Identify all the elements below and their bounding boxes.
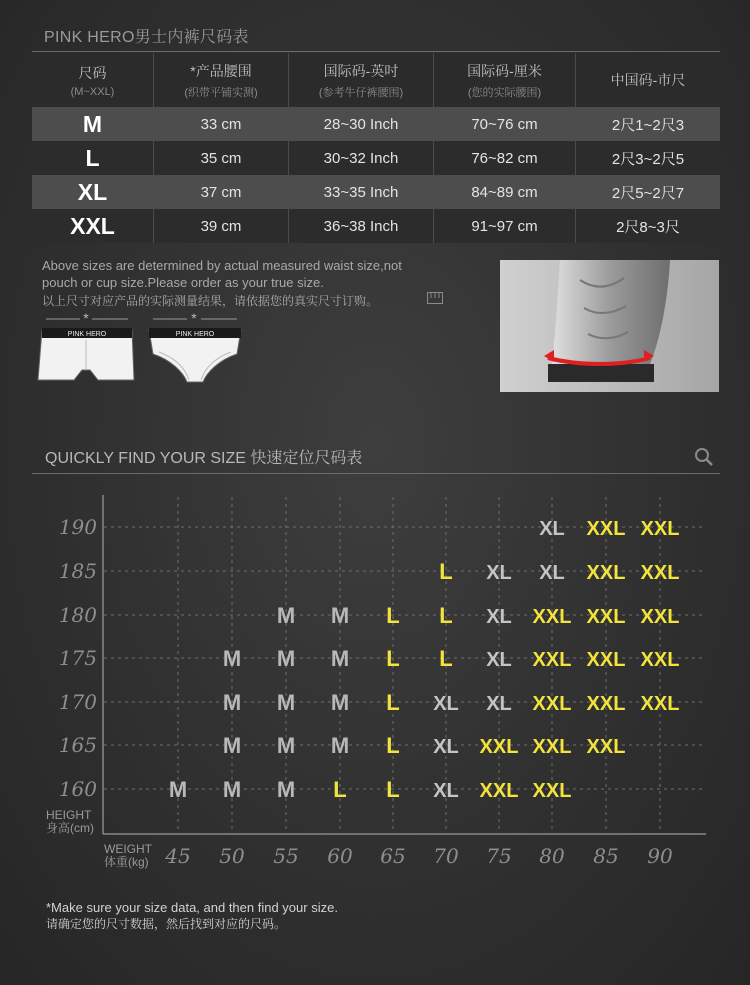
size-cell-l: L: [333, 777, 347, 802]
column-subtitle: (织带平铺实测): [184, 86, 258, 99]
size-cell-m: M: [330, 733, 350, 758]
size-cell-m: M: [276, 690, 296, 715]
y-tick-label: 190: [58, 515, 97, 539]
size-cell-xl: XL: [486, 562, 512, 584]
size-cell-m: M: [330, 690, 350, 715]
size-cell-l: L: [386, 733, 400, 758]
size-cell-xxl: XXL: [532, 780, 572, 802]
column-title: 尺码: [78, 64, 107, 81]
cm-cell: 76~82 cm: [434, 141, 576, 175]
size-cell-xxl: XXL: [532, 649, 572, 671]
cm-cell: 84~89 cm: [434, 175, 576, 209]
size-cell-m: M: [276, 646, 296, 671]
size-cell-xxl: XXL: [586, 693, 626, 715]
cm-cell: 70~76 cm: [434, 107, 576, 141]
size-cell-xxl: XXL: [479, 780, 519, 802]
size-cell-l: L: [439, 603, 453, 628]
y-tick-label: 170: [58, 690, 97, 714]
waist-cell: 35 cm: [154, 141, 289, 175]
quick-find-title: QUICKLY FIND YOUR SIZE 快速定位尺码表: [45, 450, 363, 467]
note-english-line1: Above sizes are determined by actual measured waist size,not: [42, 258, 402, 273]
size-cell-m: M: [222, 646, 242, 671]
size-cell-xl: XL: [486, 606, 512, 628]
chinese-size-cell: 2尺1~2尺3: [611, 116, 685, 134]
size-cell-m: M: [276, 733, 296, 758]
y-tick-label: 180: [58, 603, 97, 627]
inch-cell: 33~35 Inch: [289, 175, 434, 209]
x-tick-label: 80: [539, 844, 565, 868]
size-cell-l: L: [386, 777, 400, 802]
column-subtitle: (参考牛仔裤腰围): [318, 86, 404, 99]
page-title: PINK HERO男士内裤尺码表: [44, 29, 249, 46]
x-tick-label: 85: [593, 844, 619, 868]
size-cell-m: M: [222, 690, 242, 715]
column-subtitle: (您的实际腰围): [467, 86, 542, 99]
size-cell-xxl: XXL: [532, 693, 572, 715]
chinese-size-cell: 2尺5~2尺7: [611, 184, 685, 202]
size-cell-xxl: XXL: [586, 606, 626, 628]
size-cell-m: M: [222, 777, 242, 802]
waistband-brand: PINK HERO: [67, 331, 107, 338]
size-cell-l: L: [386, 690, 400, 715]
y-tick-label: 185: [58, 559, 97, 583]
note-english-line2: pouch or cup size.Please order as your true size.: [42, 275, 324, 290]
size-cell: XXL: [32, 209, 154, 243]
waist-cell: 39 cm: [154, 209, 289, 243]
size-cell-l: L: [386, 603, 400, 628]
size-cell-xl: XL: [539, 562, 565, 584]
inch-cell: 30~32 Inch: [289, 141, 434, 175]
size-cell-xxl: XXL: [640, 562, 680, 584]
x-tick-label: 70: [433, 844, 459, 868]
size-cell-xxl: XXL: [640, 649, 680, 671]
footnote-chinese: 请确定您的尺寸数据，然后找到对应的尺码。: [46, 917, 287, 931]
size-cell-xl: XL: [486, 693, 512, 715]
size-cell-m: M: [330, 603, 350, 628]
waist-cell: 37 cm: [154, 175, 289, 209]
y-tick-label: 165: [58, 733, 97, 757]
size-cell-xxl: XXL: [586, 736, 626, 758]
size-cell-xl: XL: [486, 649, 512, 671]
size-cell-xxl: XXL: [640, 518, 680, 540]
size-cell-xl: XL: [433, 780, 459, 802]
x-tick-label: 50: [219, 844, 245, 868]
size-cell-m: M: [330, 646, 350, 671]
size-cell-xxl: XXL: [586, 518, 626, 540]
asterisk-mark: *: [83, 310, 89, 326]
size-cell-xxl: XXL: [586, 562, 626, 584]
chinese-size-cell: 2尺3~2尺5: [611, 150, 685, 168]
note-chinese: 以上尺寸对应产品的实际测量结果，请依据您的真实尺寸订购。: [42, 294, 379, 308]
cm-cell: 91~97 cm: [434, 209, 576, 243]
size-cell-xxl: XXL: [586, 649, 626, 671]
x-axis-label: WEIGHT: [104, 842, 152, 856]
column-title: 中国码-市尺: [610, 72, 686, 88]
x-tick-label: 75: [486, 844, 512, 868]
y-tick-label: 160: [58, 777, 97, 801]
x-tick-label: 90: [647, 844, 673, 868]
size-cell-l: L: [439, 646, 453, 671]
x-tick-label: 60: [327, 844, 353, 868]
column-title: 国际码-厘米: [467, 62, 542, 79]
column-title: *产品腰围: [190, 62, 252, 79]
size-cell: M: [32, 107, 154, 141]
waist-cell: 33 cm: [154, 107, 289, 141]
inch-cell: 28~30 Inch: [289, 107, 434, 141]
x-tick-label: 55: [273, 844, 299, 868]
y-tick-label: 175: [58, 646, 97, 670]
size-cell-xxl: XXL: [532, 606, 572, 628]
size-cell-m: M: [168, 777, 188, 802]
size-cell-xl: XL: [433, 736, 459, 758]
size-cell-xl: XL: [433, 693, 459, 715]
x-axis-label: 体重(kg): [104, 855, 149, 869]
size-cell-l: L: [439, 559, 453, 584]
chinese-size-cell: 2尺8~3尺: [616, 218, 680, 236]
size-cell: XL: [32, 175, 154, 209]
size-cell-xxl: XXL: [532, 736, 572, 758]
y-axis-label: 身高(cm): [46, 821, 94, 835]
size-cell-xxl: XXL: [479, 736, 519, 758]
waistband-brand: PINK HERO: [175, 331, 215, 338]
asterisk-mark: *: [191, 310, 197, 326]
y-axis-label: HEIGHT: [46, 808, 92, 822]
column-title: 国际码-英吋: [323, 62, 399, 79]
size-cell-xxl: XXL: [640, 606, 680, 628]
size-cell-xl: XL: [539, 518, 565, 540]
size-cell-m: M: [276, 777, 296, 802]
size-cell: L: [32, 141, 154, 175]
footnote-english: *Make sure your size data, and then find your size.: [46, 900, 338, 915]
size-cell-l: L: [386, 646, 400, 671]
x-tick-label: 65: [380, 844, 406, 868]
size-cell-xxl: XXL: [640, 693, 680, 715]
size-cell-m: M: [222, 733, 242, 758]
column-subtitle: (M~XXL): [70, 85, 115, 98]
inch-cell: 36~38 Inch: [289, 209, 434, 243]
x-tick-label: 45: [165, 844, 191, 868]
size-cell-m: M: [276, 603, 296, 628]
